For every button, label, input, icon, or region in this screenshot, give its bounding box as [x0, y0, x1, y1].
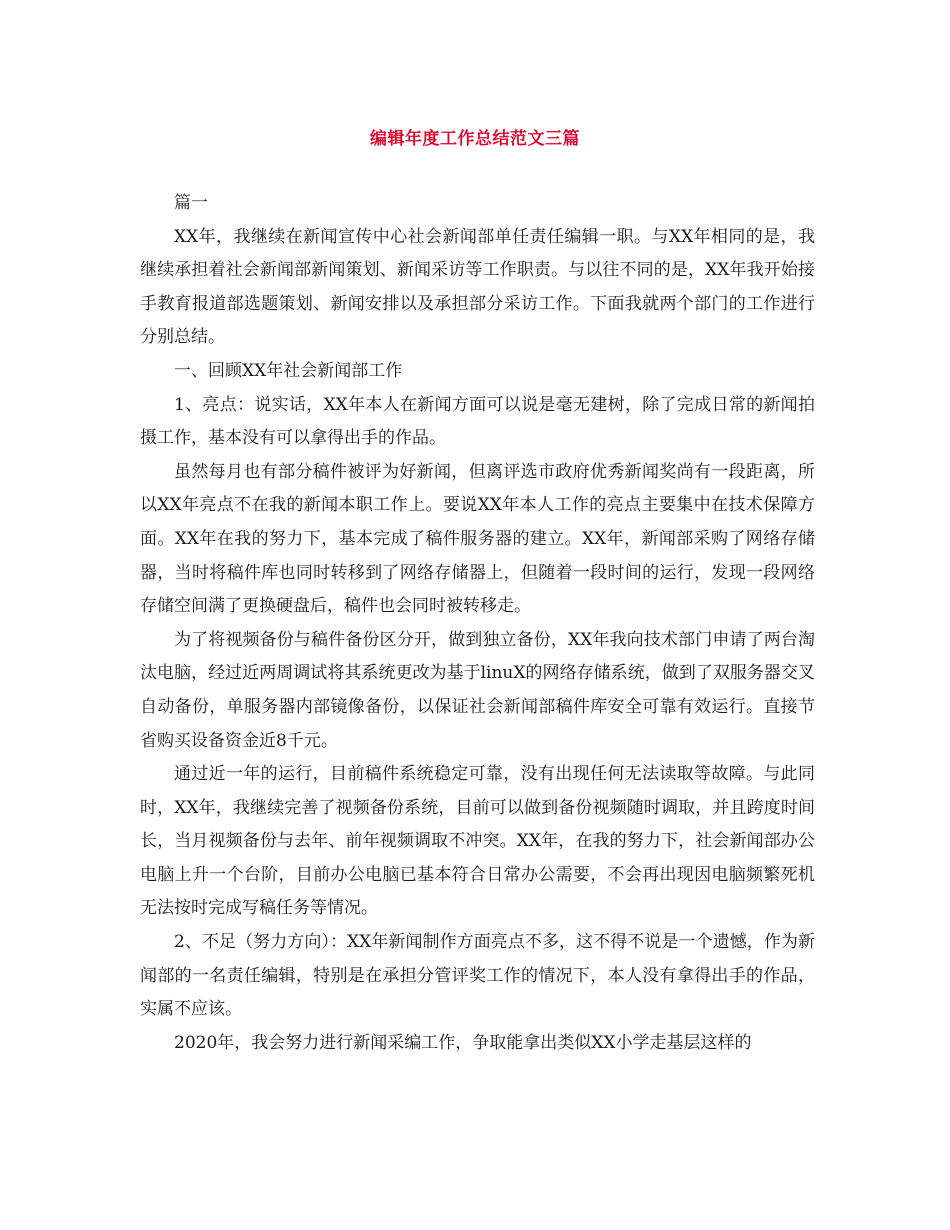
section-heading: 一、回顾XX年社会新闻部工作	[174, 360, 403, 381]
document-title: 编辑年度工作总结范文三篇	[370, 129, 580, 149]
section-label: 篇一	[174, 193, 208, 213]
document-body	[140, 187, 815, 1060]
paragraph: 2020年，我会努力进行新闻采编工作，争取能拿出类似XX小学走基层这样的	[174, 1032, 752, 1053]
paragraph: 虽然每月也有部分稿件被评为好新闻，但离评选市政府优秀新闻奖尚有一段距离，所以XX年亮点不在我的新闻本职工作上。要说XX年本人工作的亮点主要集中在技术保障方面。XX年在我的努力下，基本完成了稿件服务器的建立。XX年，新闻部采购了网络存储器，当时将稿件库也同时转移到了网络存储器上，但随着一段时间的运行，发现一段网络存储空间满了更换硬盘后，稿件也会同时被转移走。	[140, 461, 815, 617]
paragraph: 1、亮点：说实话，XX年本人在新闻方面可以说是毫无建树，除了完成日常的新闻拍摄工作，基本没有可以拿得出手的作品。	[140, 394, 815, 449]
paragraph: 通过近一年的运行，目前稿件系统稳定可靠，没有出现任何无法读取等故障。与此同时，XX年，我继续完善了视频备份系统，目前可以做到备份视频随时调取，并且跨度时间长，当月视频备份与去年、前年视频调取不冲突。XX年，在我的努力下，社会新闻部办公电脑上升一个台阶，目前办公电脑已基本符合日常办公需要，不会再出现因电脑频繁死机无法按时完成写稿任务等情况。	[140, 764, 815, 919]
paragraph: 2、不足（努力方向）：XX年新闻制作方面亮点不多，这不得不说是一个遗憾，作为新闻部的一名责任编辑，特别是在承担分管评奖工作的情况下，本人没有拿得出手的作品，实属不应该。	[140, 932, 815, 1020]
paragraph: 为了将视频备份与稿件备份区分开，做到独立备份，XX年我向技术部门申请了两台淘汰电脑，经过近两周调试将其系统更改为基于linuX的网络存储系统，做到了双服务器交叉自动备份，单服务器内部镜像备份，以保证社会新闻部稿件库安全可靠有效运行。直接节省购买设备资金近8千元。	[140, 629, 815, 751]
paragraph: XX年，我继续在新闻宣传中心社会新闻部单任责任编辑一职。与XX年相同的是，我继续承担着社会新闻部新闻策划、新闻采访等工作职责。与以往不同的是，XX年我开始接手教育报道部选题策划、新闻安排以及承担部分采访工作。下面我就两个部门的工作进行分别总结。	[140, 226, 815, 348]
